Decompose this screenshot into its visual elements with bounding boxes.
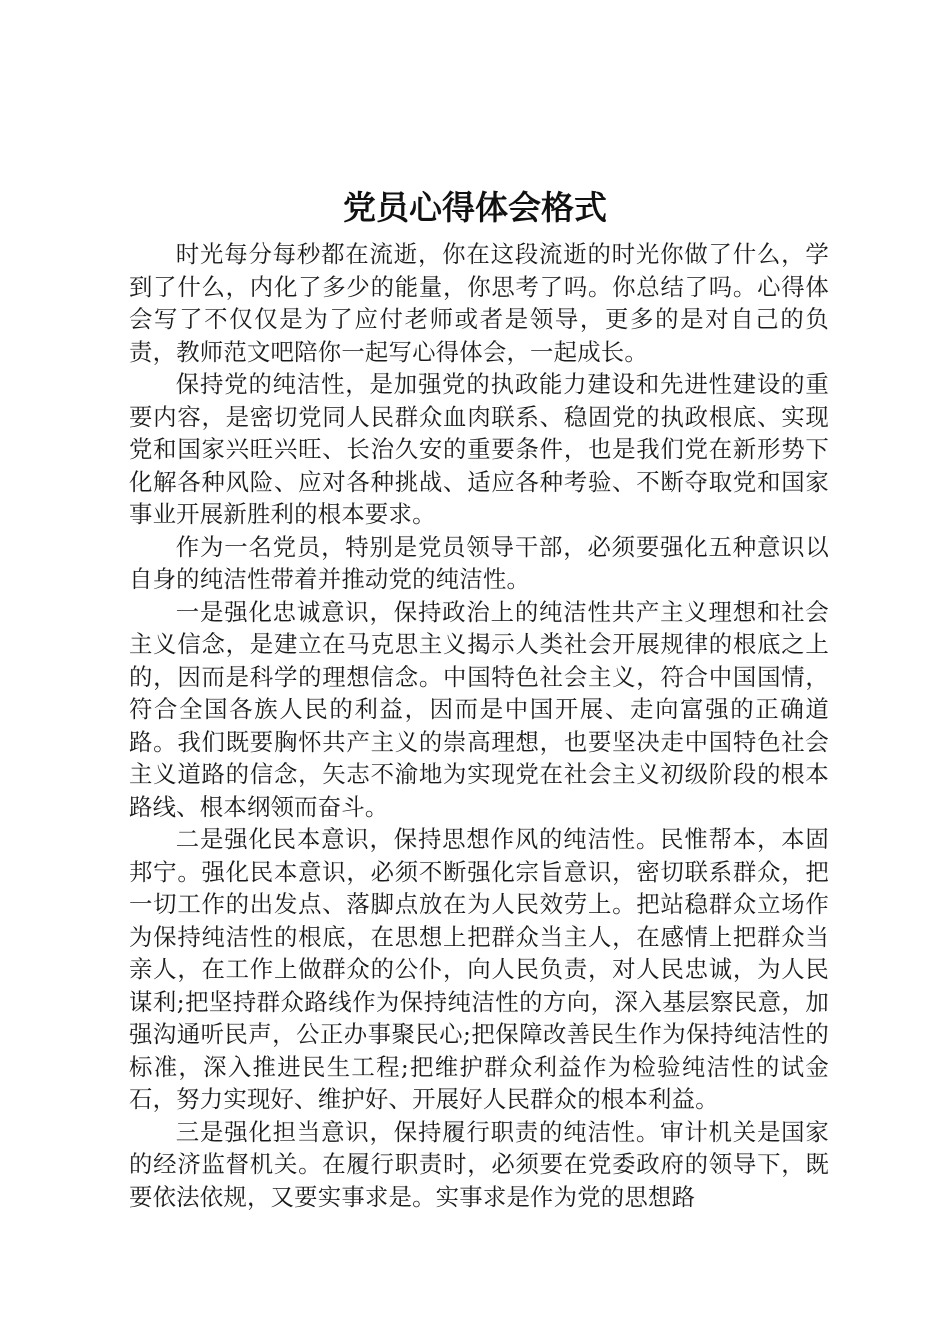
document-body [129, 238, 829, 1213]
paragraph-purity-importance: 保持党的纯洁性，是加强党的执政能力建设和先进性建设的重要内容，是密切党同人民群众血肉联系、稳固党的执政根底、实现党和国家兴旺兴旺、长治久安的重要条件，也是我们党在新形势下化解各种风险、应对各种挑战、适应各种考验、不断夺取党和国家事业开展新胜利的根本要求。 [129, 370, 829, 528]
paragraph-people-awareness: 二是强化民本意识，保持思想作风的纯洁性。民惟帮本，本固邦宁。强化民本意识，必须不断强化宗旨意识，密切联系群众，把一切工作的出发点、落脚点放在为人民效劳上。把站稳群众立场作为保持纯洁性的根底，在思想上把群众当主人，在感情上把群众当亲人，在工作上做群众的公仆，向人民负责，对人民忠诚，为人民谋利;把坚持群众路线作为保持纯洁性的方向，深入基层察民意，加强沟通听民声，公正办事聚民心;把保障改善民生作为保持纯洁性的标准，深入推进民生工程;把维护群众利益作为检验纯洁性的试金石，努力实现好、维护好、开展好人民群众的根本利益。 [129, 825, 829, 1113]
document-title: 党员心得体会格式 [343, 188, 607, 227]
paragraph-five-awareness: 作为一名党员，特别是党员领导干部，必须要强化五种意识以自身的纯洁性带着并推动党的纯洁性。 [129, 532, 829, 593]
paragraph-loyalty-awareness: 一是强化忠诚意识，保持政治上的纯洁性共产主义理想和社会主义信念，是建立在马克思主义揭示人类社会开展规律的根底之上的，因而是科学的理想信念。中国特色社会主义，符合中国国情，符合全国各族人民的利益，因而是中国开展、走向富强的正确道路。我们既要胸怀共产主义的崇高理想，也要坚决走中国特色社会主义道路的信念，矢志不渝地为实现党在社会主义初级阶段的根本路线、根本纲领而奋斗。 [129, 597, 829, 821]
paragraph-responsibility-awareness: 三是强化担当意识，保持履行职责的纯洁性。审计机关是国家的经济监督机关。在履行职责时，必须要在党委政府的领导下，既要依法依规，又要实事求是。实事求是作为党的思想路 [129, 1117, 829, 1211]
paragraph-intro: 时光每分每秒都在流逝，你在这段流逝的时光你做了什么，学到了什么，内化了多少的能量，你思考了吗。你总结了吗。心得体会写了不仅仅是为了应付老师或者是领导，更多的是对自己的负责，教师范文吧陪你一起写心得体会，一起成长。 [129, 240, 829, 366]
